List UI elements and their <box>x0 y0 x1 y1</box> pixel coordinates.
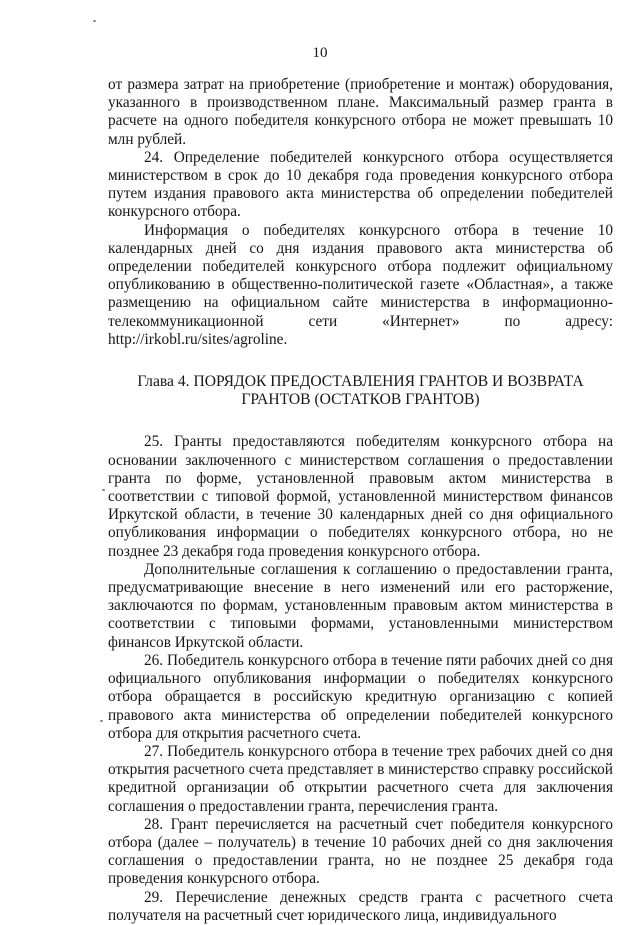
scan-speck <box>100 720 103 722</box>
page-number: 10 <box>312 45 328 61</box>
paragraph-25: 25. Гранты предоставляются победителям конкурсного отбора на основании заключенного с министерством соглашения о предоставлении гранта по форме, установленной правовым актом министерства в соответствии с типовой формой, установленной министерством финансов Иркутской области, в течение 30 календарных дней со дня официального опубликования информации о победителях конкурсного отбора, но не позднее 23 декабря года проведения конкурсного отбора. <box>108 433 613 560</box>
paragraph-29: 29. Перечисление денежных средств гранта с расчетного счета получателя на расчетный счет юридического лица, индивидуального <box>108 888 613 924</box>
paragraph-28: 28. Грант перечисляется на расчетный счет победителя конкурсного отбора (далее – получатель) в течение 10 рабочих дней со дня заключения соглашения о предоставлении гранта, но не позднее 25 декабря года проведения конкурсного отбора. <box>108 815 613 888</box>
chapter-heading: Глава 4. ПОРЯДОК ПРЕДОСТАВЛЕНИЯ ГРАНТОВ И ВОЗВРАТА ГРАНТОВ (ОСТАТКОВ ГРАНТОВ) <box>137 373 584 409</box>
paragraph-25-additional: Дополнительные соглашения к соглашению о предоставлении гранта, предусматривающие внесение в него изменений или его расторжение, заключаются по формам, установленным правовым актом министерства в соответствии с типовыми формами, установленными министерством финансов Иркутской области. <box>108 560 613 651</box>
scan-speck <box>93 20 96 22</box>
paragraph-24-info: Информация о победителях конкурсного отбора в течение 10 календарных дней со дня издания правового акта министерства об определении победителей конкурсного отбора подлежит официальному опубликованию в общественно-политической газете «Областная», а также размещению на официальном сайте министерства в информационно-телекоммуникационной сети «Интернет» по адресу: http://irkobl.ru/sites/agroline. <box>108 221 613 348</box>
document-body <box>108 76 613 925</box>
paragraph-24: 24. Определение победителей конкурсного отбора осуществляется министерством в срок до 10 декабря года проведения конкурсного отбора путем издания правового акта министерства об определении победителей конкурсного отбора. <box>108 148 613 221</box>
paragraph-26: 26. Победитель конкурсного отбора в течение пяти рабочих дней со дня официального опубликования информации о победителях конкурсного отбора обращается в российскую кредитную организацию с копией правового акта министерства об определении победителей конкурсного отбора для открытия расчетного счета. <box>108 651 613 742</box>
paragraph-27: 27. Победитель конкурсного отбора в течение трех рабочих дней со дня открытия расчетного счета представляет в министерство справку российской кредитной организации об открытии расчетного счета для заключения соглашения о предоставлении гранта, перечисления гранта. <box>108 742 613 815</box>
scan-speck <box>102 489 105 491</box>
paragraph-continuation: от размера затрат на приобретение (приобретение и монтаж) оборудования, указанного в производственном плане. Максимальный размер гранта в расчете на одного победителя конкурсного отбора не может превышать 10 млн рублей. <box>108 76 613 148</box>
